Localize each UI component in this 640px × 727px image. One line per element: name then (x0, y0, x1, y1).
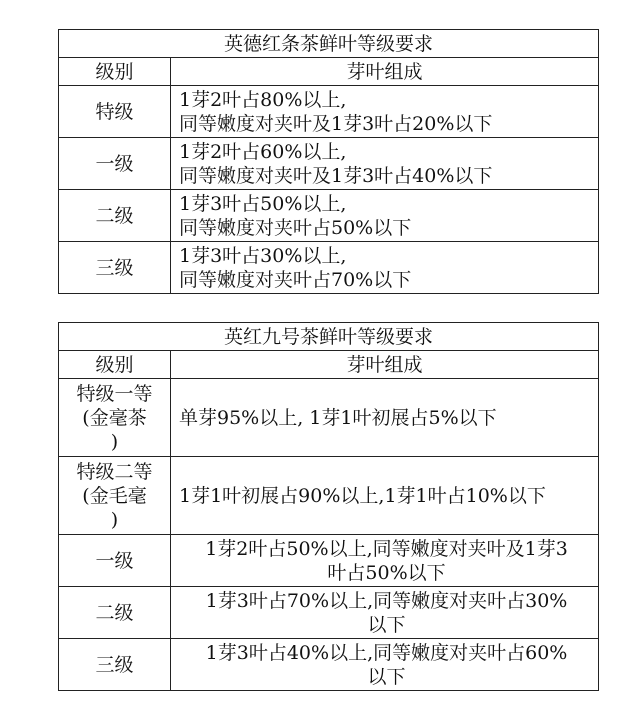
grade-cell: 特级 (59, 86, 171, 138)
table-row (59, 379, 599, 457)
table-header-row (59, 58, 599, 86)
table-row (59, 535, 599, 587)
table-row (59, 190, 599, 242)
table-title-row (59, 323, 599, 351)
grade-cell: 二级 (59, 587, 171, 639)
table-title-row (59, 30, 599, 58)
header-composition: 芽叶组成 (171, 58, 599, 86)
grade-cell: 一级 (59, 535, 171, 587)
grade-cell: 特级二等 (金毛毫 ) (59, 457, 171, 535)
table-row (59, 587, 599, 639)
header-grade: 级别 (59, 351, 171, 379)
composition-cell: 1芽3叶占40%以上,同等嫩度对夹叶占60% 以下 (171, 639, 599, 691)
table-header-row (59, 351, 599, 379)
grade-cell: 二级 (59, 190, 171, 242)
header-grade: 级别 (59, 58, 171, 86)
table-yingde-red-strip-tea (58, 29, 599, 294)
grade-cell: 三级 (59, 242, 171, 294)
composition-cell: 1芽3叶占70%以上,同等嫩度对夹叶占30% 以下 (171, 587, 599, 639)
table-title: 英德红条茶鲜叶等级要求 (59, 30, 599, 58)
composition-cell: 1芽3叶占30%以上, 同等嫩度对夹叶占70%以下 (171, 242, 599, 294)
composition-cell: 1芽2叶占50%以上,同等嫩度对夹叶及1芽3 叶占50%以下 (171, 535, 599, 587)
composition-cell: 1芽2叶占80%以上, 同等嫩度对夹叶及1芽3叶占20%以下 (171, 86, 599, 138)
composition-cell: 单芽95%以上, 1芽1叶初展占5%以下 (171, 379, 599, 457)
table-row (59, 138, 599, 190)
table-row (59, 457, 599, 535)
grade-cell: 特级一等 (金毫茶 ) (59, 379, 171, 457)
table-row (59, 86, 599, 138)
header-composition: 芽叶组成 (171, 351, 599, 379)
composition-cell: 1芽2叶占60%以上, 同等嫩度对夹叶及1芽3叶占40%以下 (171, 138, 599, 190)
table-yinghong-no9-tea (58, 322, 599, 691)
table-row (59, 639, 599, 691)
composition-cell: 1芽3叶占50%以上, 同等嫩度对夹叶占50%以下 (171, 190, 599, 242)
grade-cell: 三级 (59, 639, 171, 691)
table-row (59, 242, 599, 294)
composition-cell: 1芽1叶初展占90%以上,1芽1叶占10%以下 (171, 457, 599, 535)
table-title: 英红九号茶鲜叶等级要求 (59, 323, 599, 351)
grade-cell: 一级 (59, 138, 171, 190)
